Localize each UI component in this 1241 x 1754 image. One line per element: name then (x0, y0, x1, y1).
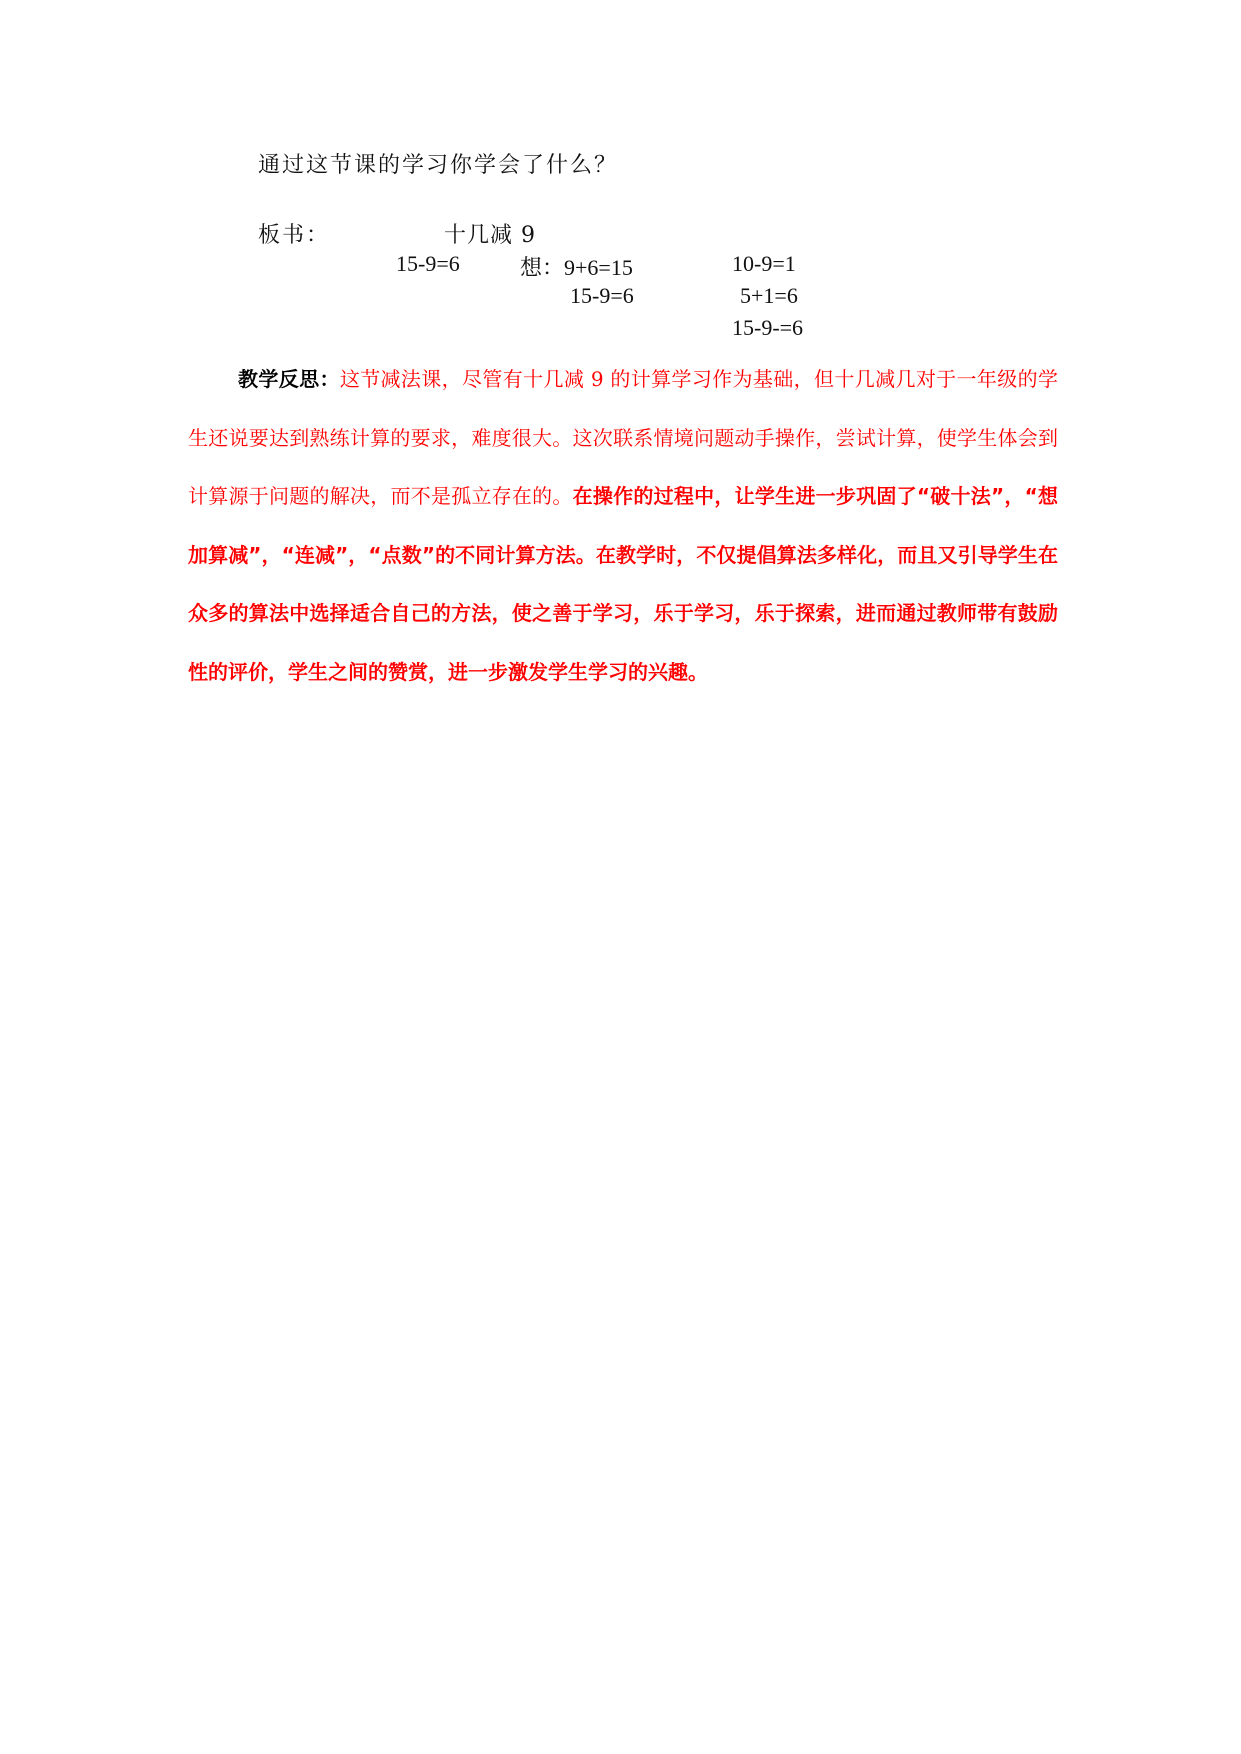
board-think-equation-2: 15-9=6 (570, 283, 634, 308)
reflection-text-normal: 这节减法课，尽管有十几减 9 的计算学习作为基础，但十几减几对于一年级的学生还说要达到熟练计算的要求，难度很大。这次联系情境问题动手操作，尝试计算，使学生体会到计算源于问题的解决，而不是孤立存在的。 (188, 367, 1058, 508)
board-method2-equation-2: 5+1=6 (740, 283, 798, 308)
board-equation-main: 15-9=6 (396, 251, 460, 276)
board-think-equation-1: 想：9+6=15 (520, 255, 633, 280)
board-title: 十几减 9 (444, 223, 536, 248)
reflection-text-bold: 在操作的过程中，让学生进一步巩固了“破十法”，“想加算减”，“连减”，“点数”的不同计算方法。在教学时，不仅提倡算法多样化，而且又引导学生在众多的算法中选择适合自己的方法，使之善于学习，乐于学习，乐于探索，进而通过教师带有鼓励性的评价，学生之间的赞赏，进一步激发学生学习的兴趣。 (188, 484, 1059, 684)
reflection-title: 教学反思： (238, 367, 340, 391)
board-label: 板书： (258, 223, 331, 248)
summary-question: 通过这节课的学习你学会了什么？ (258, 153, 619, 178)
teaching-reflection (188, 350, 1058, 701)
board-method2-equation-3: 15-9-=6 (732, 315, 804, 340)
board-method2-equation-1: 10-9=1 (732, 251, 796, 276)
